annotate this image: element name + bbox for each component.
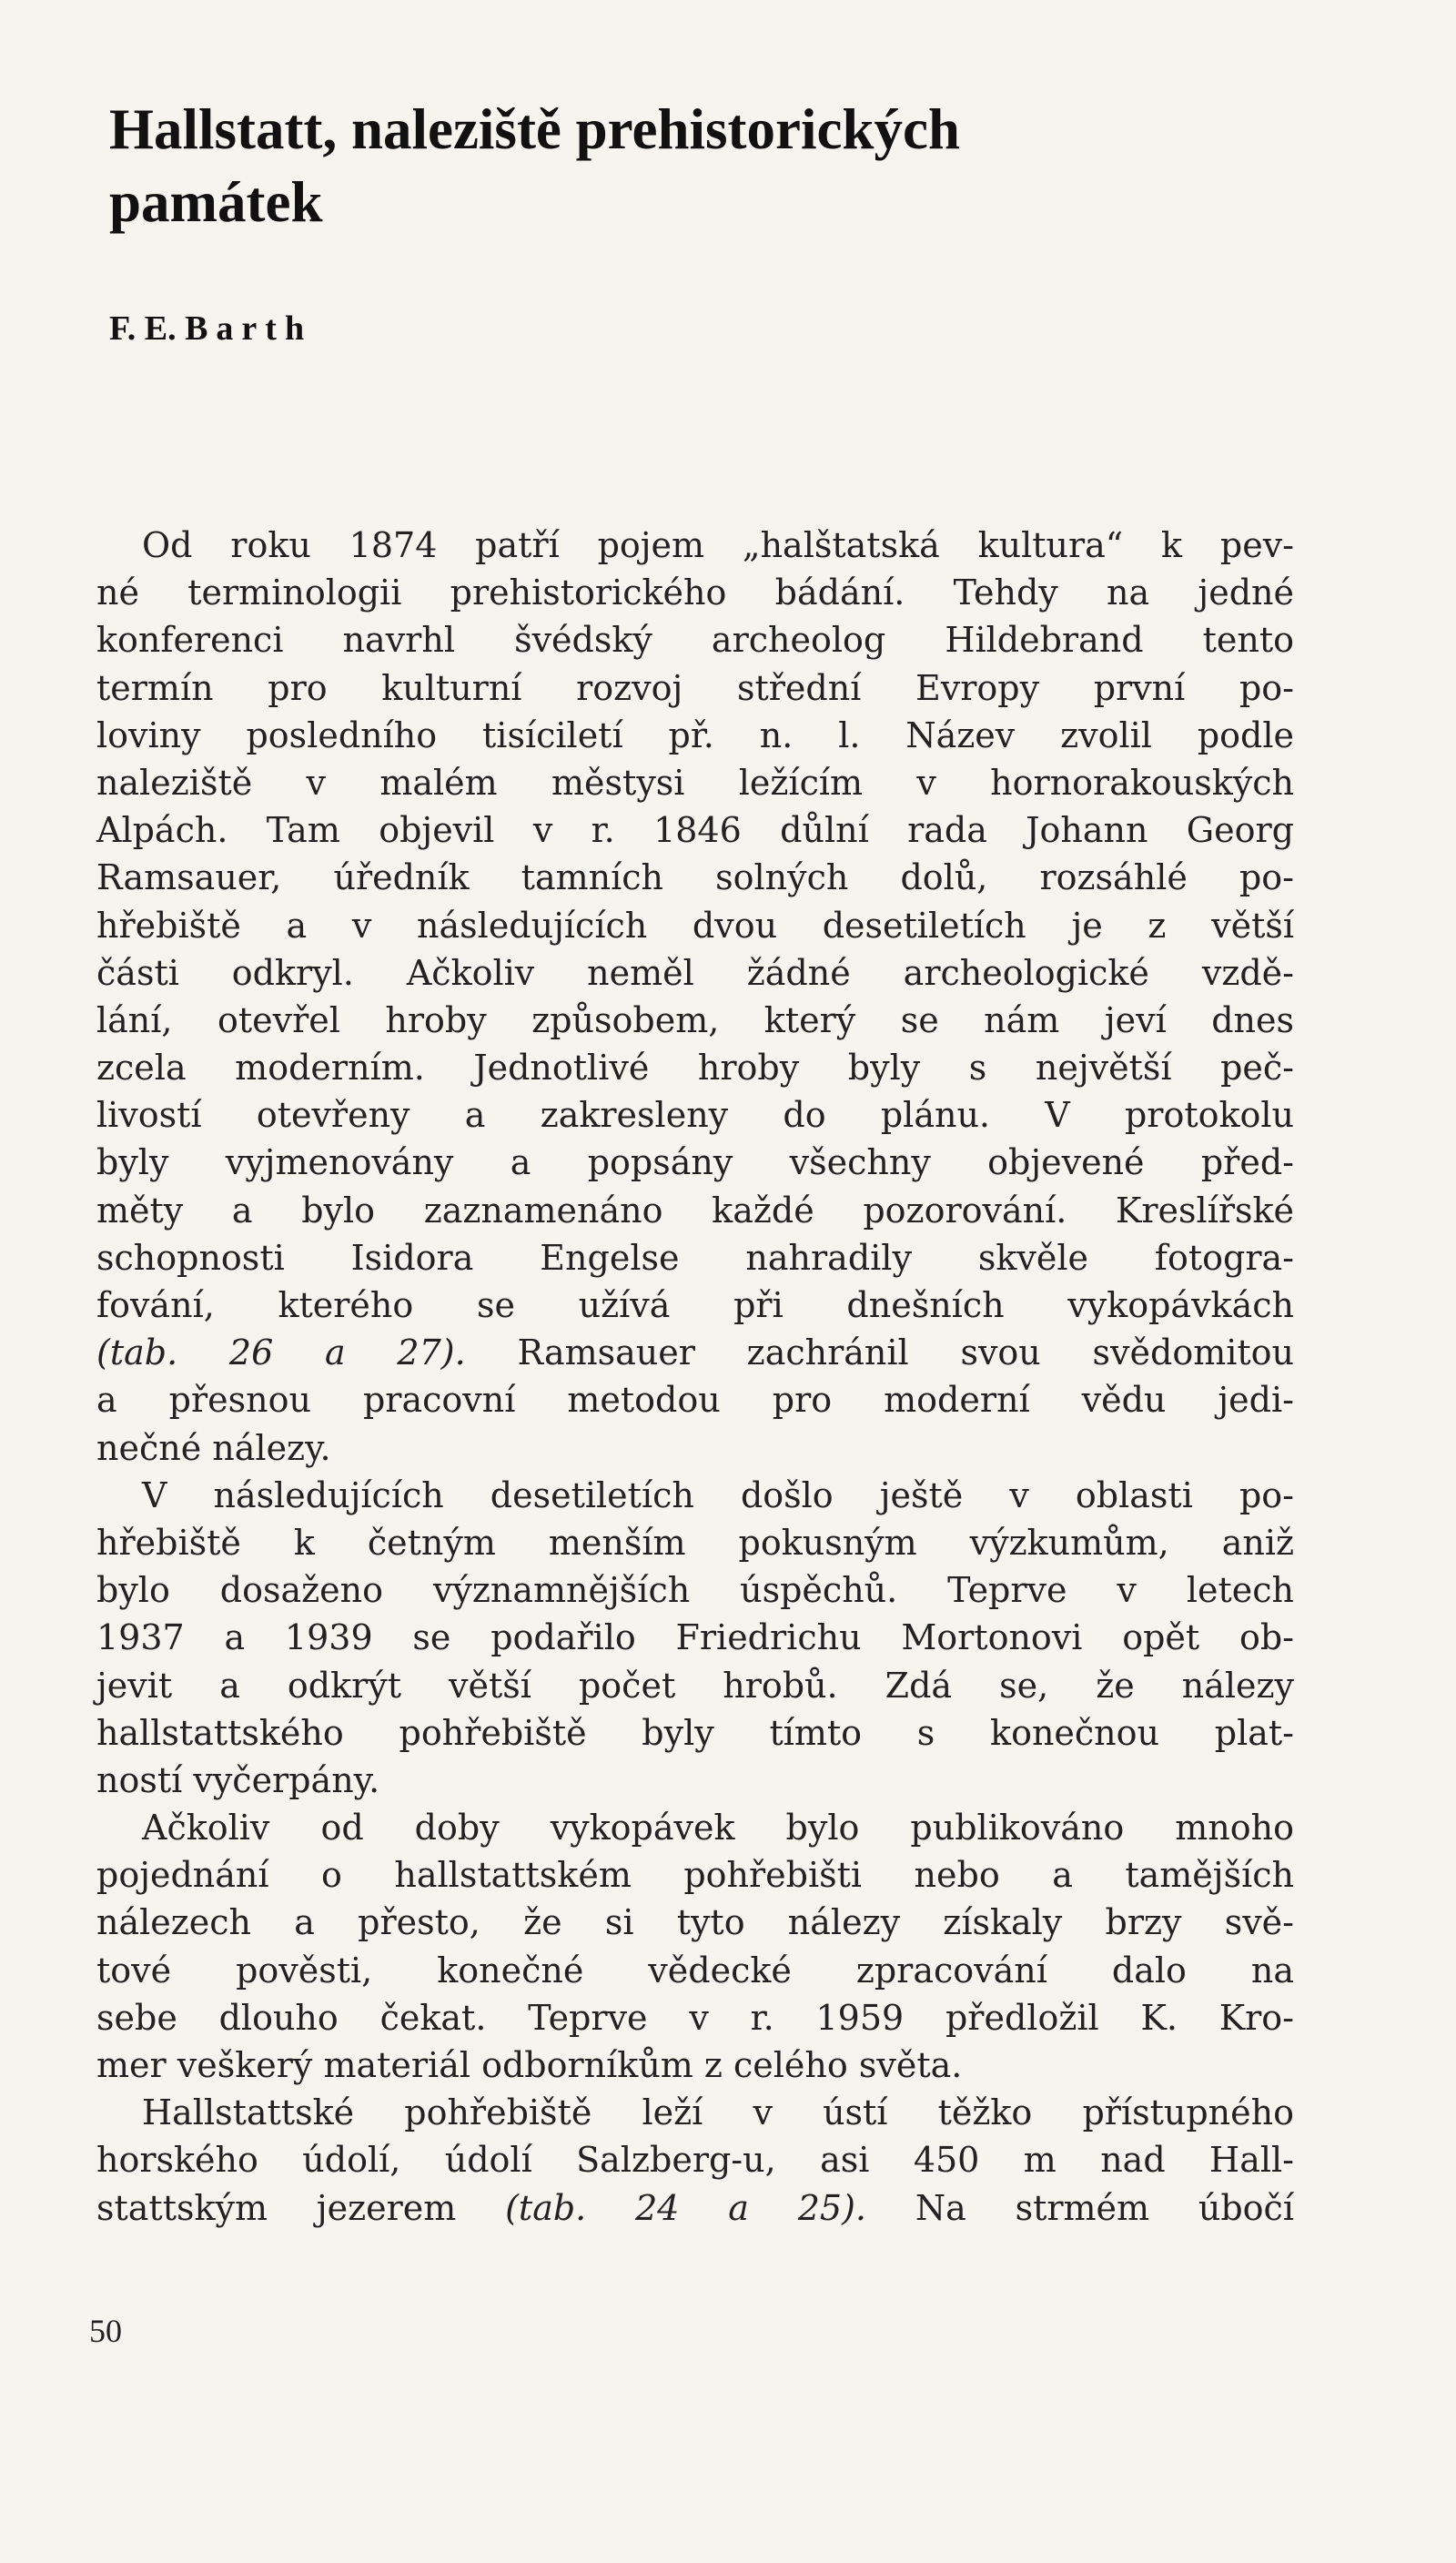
text-line: loviny posledního tisíciletí př. n. l. Název zvolil podle	[96, 714, 1294, 755]
text-line: Hallstattské pohřebiště leží v ústí těžko přístupného	[142, 2092, 1294, 2133]
text-line: pojednání o hallstattském pohřebišti nebo a tamějších	[96, 1855, 1294, 1896]
author-byline	[109, 306, 312, 351]
text-line: Ačkoliv od doby vykopávek bylo publikováno mnoho	[142, 1808, 1294, 1849]
text-line: mer veškerý materiál odborníkům z celého světa.	[96, 2045, 963, 2085]
text-line: 1937 a 1939 se podařilo Friedrichu Mortonovi opět ob-	[96, 1617, 1294, 1658]
text-line: Ramsauer, úředník tamních solných dolů, rozsáhlé po-	[96, 857, 1294, 898]
title-line-1: Hallstatt, naleziště prehistorických	[109, 97, 960, 161]
figure-reference: (tab. 24 a 25).	[505, 2187, 867, 2228]
text-line: lání, otevřel hroby způsobem, který se nám jeví dnes	[96, 999, 1294, 1040]
author-initials: F. E.	[109, 309, 177, 348]
text-line: hřebiště a v následujících dvou desetiletích je z větší	[96, 905, 1294, 946]
text-line: konferenci navrhl švédský archeolog Hildebrand tento	[96, 620, 1294, 661]
text-line: části odkryl. Ačkoliv neměl žádné archeologické vzdě-	[96, 952, 1294, 993]
text-line: nečné nálezy.	[96, 1427, 331, 1468]
text-line: V následujících desetiletích došlo ještě v oblasti po-	[142, 1474, 1294, 1515]
text-line: hallstattského pohřebiště byly tímto s konečnou plat-	[96, 1712, 1294, 1753]
text-line: né terminologii prehistorického bádání. Tehdy na jedné	[96, 572, 1294, 613]
article-title	[109, 93, 1292, 238]
text-line: horského údolí, údolí Salzberg-u, asi 450 m nad Hall-	[96, 2140, 1294, 2181]
text-line: termín pro kulturní rozvoj střední Evropy první po-	[96, 667, 1294, 708]
text-line: fování, kterého se užívá při dnešních vykopávkách	[96, 1285, 1294, 1325]
article-body	[96, 522, 1294, 2232]
text-line: naleziště v malém městysi ležícím v hornorakouských	[96, 762, 1294, 803]
text-line: livostí otevřeny a zakresleny do plánu. V protokolu	[96, 1095, 1294, 1136]
text-line: (tab. 26 a 27). Ramsauer zachránil svou svědomitou	[96, 1332, 1295, 1373]
author-surname: Barth	[185, 309, 313, 348]
text-line: tové pověsti, konečné vědecké zpracování dalo na	[96, 1950, 1294, 1991]
text-line: Od roku 1874 patří pojem „halštatská kultura“ k pev-	[142, 525, 1294, 565]
text-line: hřebiště k četným menším pokusným výzkumům, aniž	[96, 1522, 1294, 1563]
text-line: schopnosti Isidora Engelse nahradily skvěle fotogra-	[96, 1237, 1294, 1278]
text-line: a přesnou pracovní metodou pro moderní vědu jedi-	[96, 1380, 1294, 1421]
text-line: stattským jezerem (tab. 24 a 25). Na strmém úbočí	[96, 2187, 1294, 2228]
title-line-2: památek	[109, 170, 323, 234]
text-line: byly vyjmenovány a popsány všechny objevené před-	[96, 1142, 1294, 1183]
text-line: sebe dlouho čekat. Teprve v r. 1959 předložil K. Kro-	[96, 1997, 1294, 2038]
text-line: měty a bylo zaznamenáno každé pozorování. Kreslířské	[96, 1190, 1294, 1231]
text-line: ností vyčerpány.	[96, 1759, 380, 1800]
text-line: jevit a odkrýt větší počet hrobů. Zdá se, že nálezy	[96, 1665, 1294, 1706]
text-line: nálezech a přesto, že si tyto nálezy získaly brzy svě-	[96, 1902, 1294, 1943]
figure-reference: (tab. 26 a 27).	[96, 1332, 466, 1373]
text-line: zcela moderním. Jednotlivé hroby byly s největší peč-	[96, 1048, 1294, 1089]
text-line: bylo dosaženo významnějších úspěchů. Teprve v letech	[96, 1570, 1294, 1611]
page-number: 50	[89, 2313, 122, 2349]
text-line: Alpách. Tam objevil v r. 1846 důlní rada Johann Georg	[96, 810, 1294, 851]
